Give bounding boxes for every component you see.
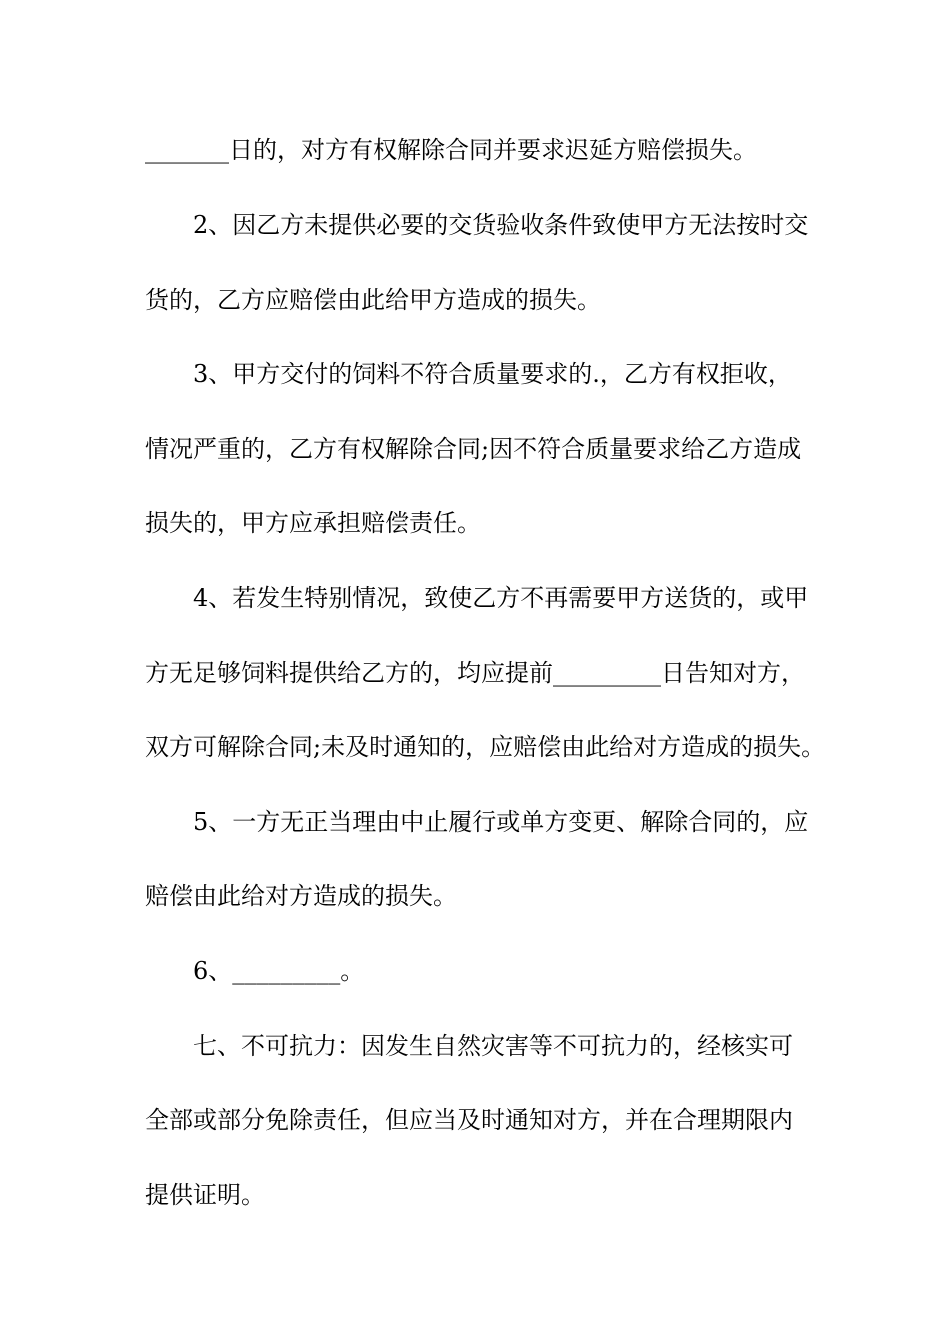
paragraph-6-line-1: 全部或部分免除责任，但应当及时通知对方，并在合理期限内 <box>145 1106 793 1134</box>
paragraph-1-line-1: 货的，乙方应赔偿由此给甲方造成的损失。 <box>145 286 601 314</box>
paragraph-2-line-0: 3、甲方交付的饲料不符合质量要求的.，乙方有权拒收， <box>193 360 792 388</box>
paragraph-4-line-0: 5、一方无正当理由中止履行或单方变更、解除合同的，应 <box>193 808 809 836</box>
paragraph-5-line-0: 6、_________。 <box>193 957 365 985</box>
paragraph-3-line-0: 4、若发生特别情况，致使乙方不再需要甲方送货的，或甲 <box>193 584 809 612</box>
paragraph-2-line-2: 损失的，甲方应承担赔偿责任。 <box>145 509 481 537</box>
paragraph-4-line-1: 赔偿由此给对方造成的损失。 <box>145 882 457 910</box>
paragraph-6-line-2: 提供证明。 <box>145 1181 265 1209</box>
paragraph-3-line-1: 方无足够饲料提供给乙方的，均应提前_________日告知对方， <box>145 659 805 687</box>
paragraph-6-line-0: 七、不可抗力：因发生自然灾害等不可抗力的，经核实可 <box>193 1032 793 1060</box>
paragraph-1-line-0: 2、因乙方未提供必要的交货验收条件致使甲方无法按时交 <box>193 211 809 239</box>
paragraph-0-line-0: _______日的，对方有权解除合同并要求迟延方赔偿损失。 <box>145 136 757 164</box>
paragraph-3-line-2: 双方可解除合同;未及时通知的，应赔偿由此给对方造成的损失。 <box>145 733 826 761</box>
paragraph-2-line-1: 情况严重的，乙方有权解除合同;因不符合质量要求给乙方造成 <box>145 435 802 463</box>
